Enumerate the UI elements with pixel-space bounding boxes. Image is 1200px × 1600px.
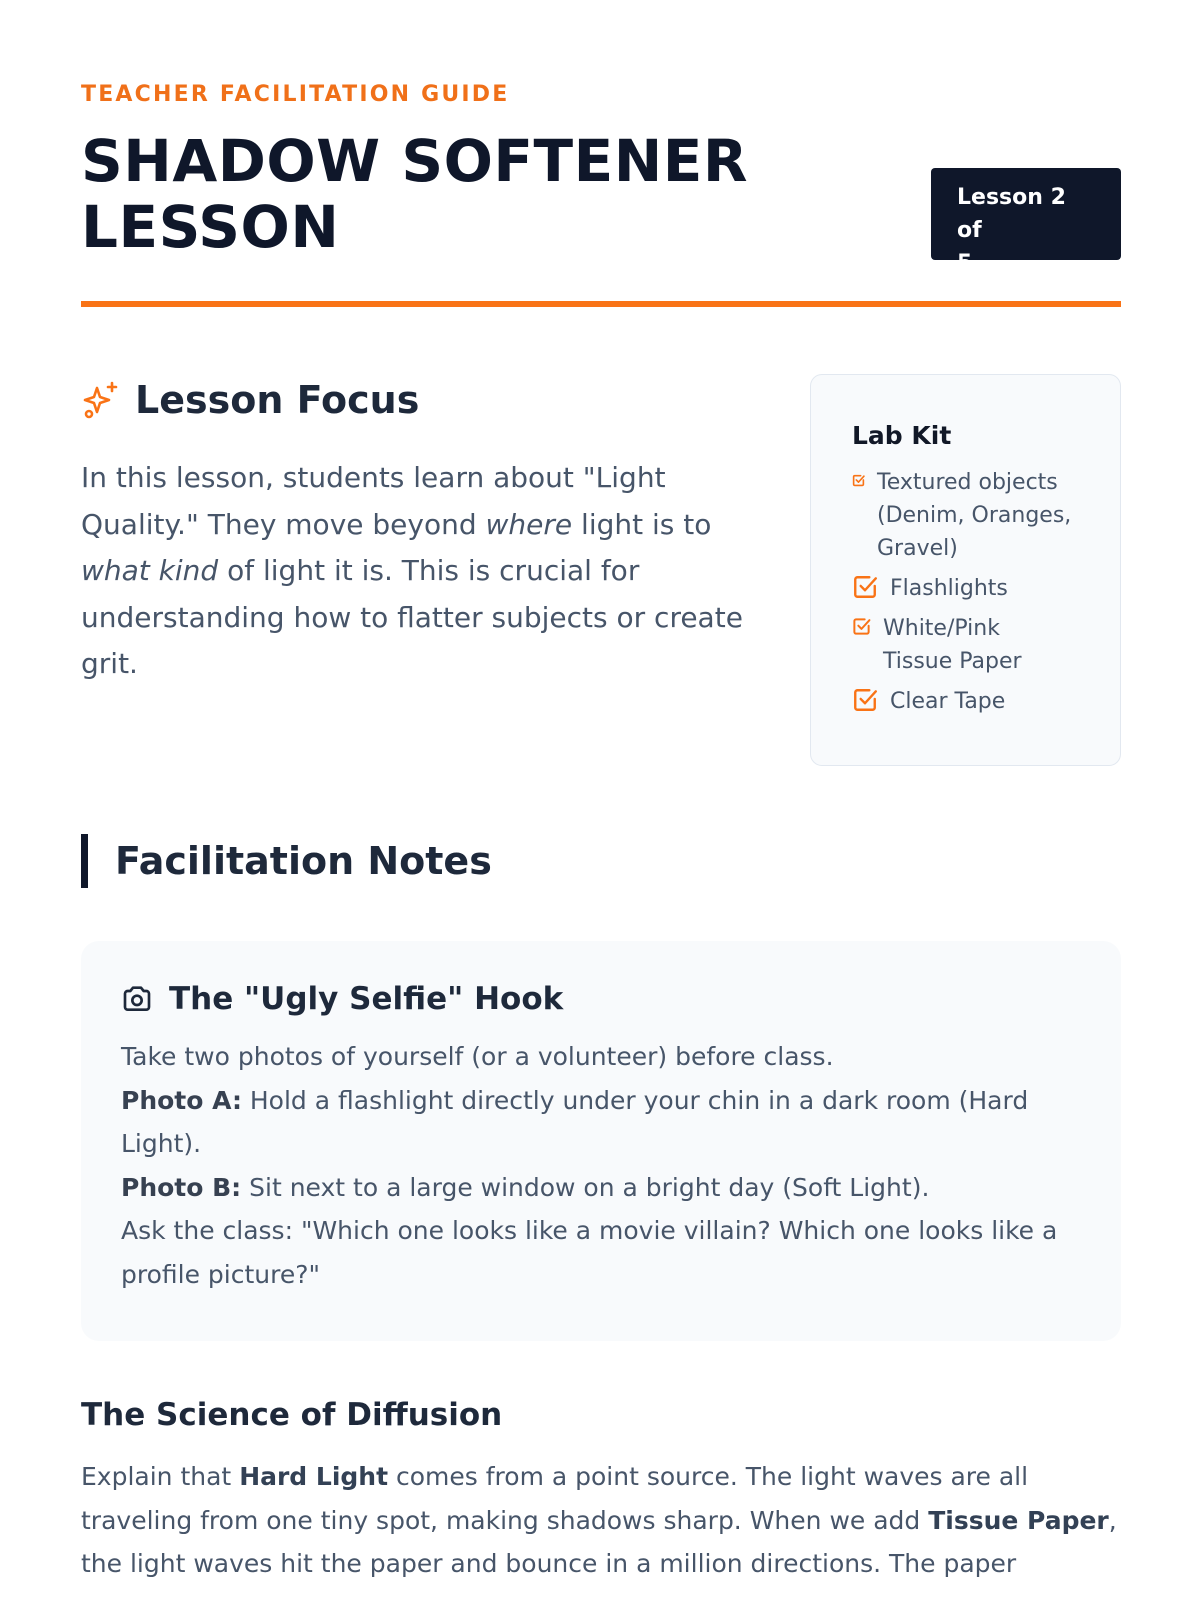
science-text-part-3: , the light waves hit the paper and bounce in a million directions. The paper (81, 1505, 1117, 1578)
title-line-1: SHADOW SOFTENER (81, 127, 749, 195)
lab-kit-item-label: Clear Tape (890, 689, 1006, 714)
header-divider (81, 301, 1121, 307)
checkbox-icon (852, 466, 865, 487)
focus-emphasis-where: where (485, 507, 573, 541)
lab-kit-item (852, 466, 1100, 565)
hook-body (121, 1035, 1081, 1296)
lab-kit-item (852, 612, 1100, 678)
science-section-text (81, 1455, 1121, 1586)
lab-kit-item (852, 685, 1100, 718)
checkbox-icon (852, 685, 878, 713)
hook-intro: Take two photos of yourself (or a volunteer) before class. (121, 1042, 834, 1071)
page-title (81, 128, 801, 260)
focus-text-part-1: In this lesson, students learn about "Light Quality." They move beyond (81, 461, 666, 541)
hook-photo-a (121, 1079, 1081, 1166)
checkbox-icon (852, 612, 871, 636)
hook-card (81, 941, 1121, 1341)
science-text-part-2: comes from a point source. The light waves are all traveling from one tiny spot, making shadows sharp. When we add (81, 1462, 1029, 1535)
hook-photo-b (121, 1166, 1081, 1210)
focus-emphasis-what-kind: what kind (81, 554, 219, 587)
photo-a-text: Hold a flashlight directly under your chin in a dark room (Hard Light). (121, 1085, 1029, 1158)
eyebrow-label: TEACHER FACILITATION GUIDE (81, 82, 510, 107)
facilitation-notes-heading: Facilitation Notes (81, 834, 492, 888)
checkbox-icon (852, 572, 878, 600)
lab-kit-title: Lab Kit (852, 421, 952, 450)
science-bold-tissue-paper: Tissue Paper (928, 1505, 1109, 1535)
focus-text-part-3: of light it is. This is crucial for understanding how to flatter subjects or create grit. (81, 554, 743, 680)
camera-icon (121, 983, 153, 1015)
lab-kit-item-label: White/Pink Tissue Paper (883, 616, 1022, 674)
photo-a-label: Photo A: (121, 1085, 242, 1115)
science-text-part-1: Explain that (81, 1462, 240, 1491)
science-bold-hard-light: Hard Light (239, 1462, 389, 1491)
lesson-focus-text (81, 455, 761, 688)
lab-kit-item (852, 572, 1100, 605)
hook-header (121, 981, 1081, 1017)
lesson-focus-title: Lesson Focus (135, 378, 420, 422)
title-line-2: LESSON (81, 193, 340, 261)
lab-kit-item-label: Flashlights (890, 576, 1008, 601)
science-section-title: The Science of Diffusion (81, 1397, 503, 1433)
hook-title: The "Ugly Selfie" Hook (169, 981, 564, 1017)
photo-b-label: Photo B: (121, 1172, 242, 1202)
lab-kit-item-label: Textured objects (Denim, Oranges, Gravel) (877, 470, 1072, 561)
sparkles-icon (81, 380, 121, 420)
lab-kit-card (810, 374, 1121, 766)
focus-text-part-2: light is to (572, 507, 712, 541)
lesson-badge-line-1: Lesson 2 of (957, 185, 1066, 243)
photo-b-text: Sit next to a large window on a bright day (Soft Light). (241, 1172, 930, 1202)
lesson-progress-badge (931, 168, 1121, 276)
hook-question: Ask the class: "Which one looks like a movie villain? Which one looks like a profile picture?" (121, 1216, 1058, 1289)
lesson-badge-line-2: 5 (957, 251, 973, 276)
lesson-focus-header (81, 378, 419, 422)
